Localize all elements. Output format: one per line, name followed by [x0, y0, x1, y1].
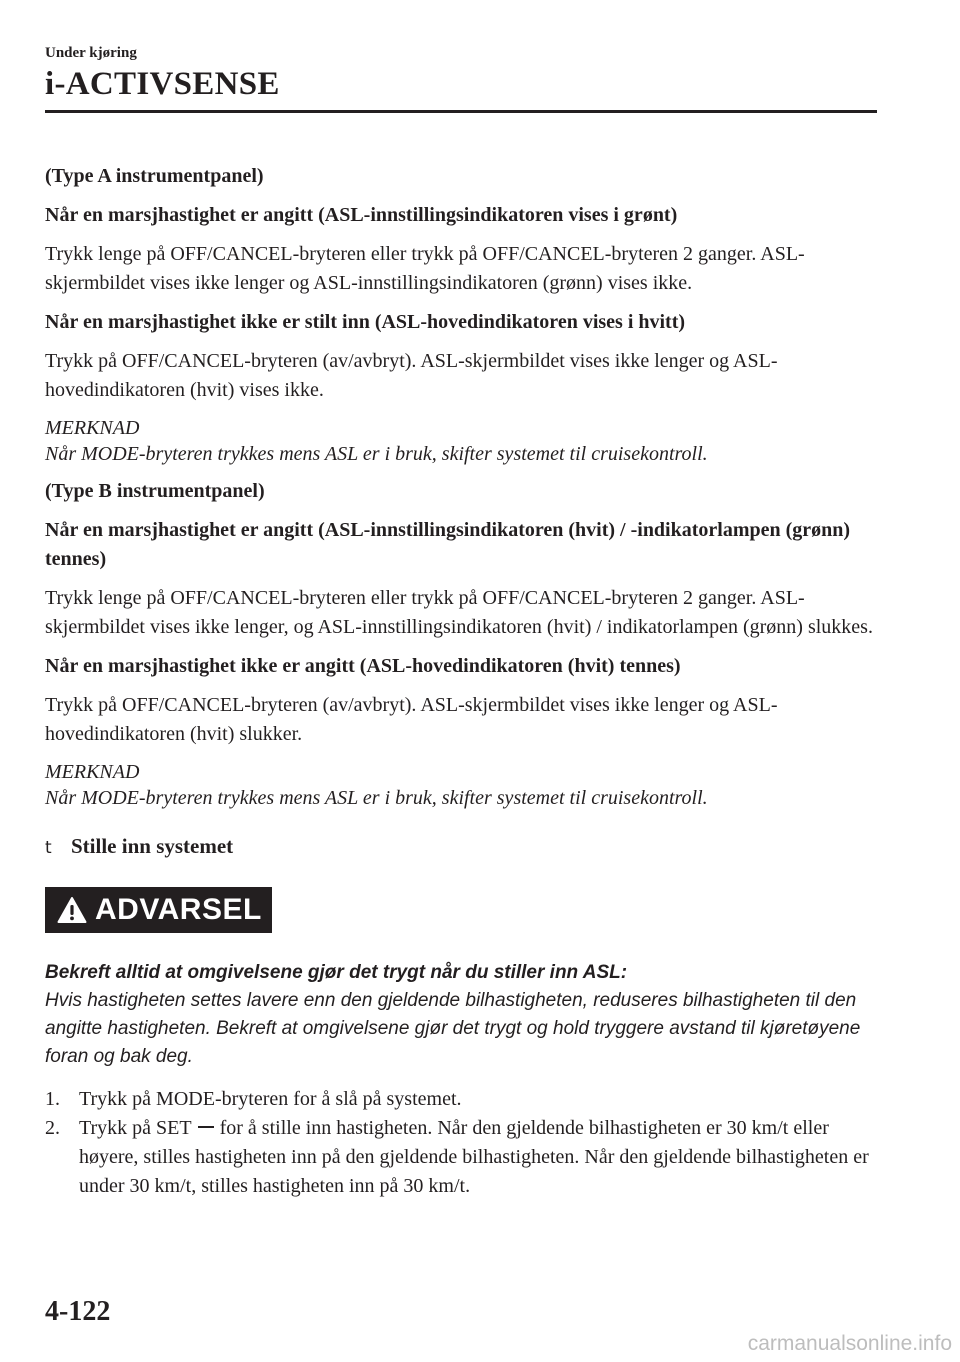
step-text-after: for å stille inn hastigheten. Når den gjeldende bilhastigheten er 30 km/t eller høyere, stilles hastigheten inn på den gjeldende bilhastigheten. Når den gjeldende bilhastigheten er under 30 km/t, stilles hastigheten inn på 30 km/t.	[79, 1117, 869, 1197]
section-bullet: t	[45, 838, 52, 858]
type-a-case1-text: Trykk lenge på OFF/CANCEL-bryteren eller trykk på OFF/CANCEL-bryteren 2 ganger. ASL-skjermbildet vises ikke lenger og ASL-innstillingsindikatoren (grønn) vises ikke.	[45, 243, 805, 294]
minus-icon	[198, 1126, 214, 1128]
note-text: Når MODE-bryteren trykkes mens ASL er i bruk, skifter systemet til cruisekontroll.	[45, 443, 708, 465]
warning-label: ADVARSEL	[95, 893, 262, 926]
section-label: Under kjøring	[45, 45, 137, 61]
type-a-case2-heading: Når en marsjhastighet ikke er stilt inn (ASL-hovedindikatoren vises i hvitt)	[45, 311, 686, 333]
type-a-heading: (Type A instrumentpanel)	[45, 165, 264, 187]
type-b-case1-text: Trykk lenge på OFF/CANCEL-bryteren eller trykk på OFF/CANCEL-bryteren 2 ganger. ASL-skjermbildet vises ikke lenger, og ASL-innstillingsindikatoren (hvit) / indikatorlampen (grønn) slukkes.	[45, 587, 873, 638]
setup-heading-text: Stille inn systemet	[71, 834, 234, 858]
watermark: carmanualsonline.info	[747, 1332, 952, 1355]
list-item	[45, 1085, 885, 1114]
warning-heading: Bekreft alltid at omgivelsene gjør det trygt når du stiller inn ASL:	[45, 962, 628, 983]
page-header	[45, 44, 877, 103]
setup-heading	[45, 831, 885, 863]
warning-badge	[45, 887, 272, 933]
note-title: MERKNAD	[45, 761, 140, 783]
chapter-title: i-ACTIVSENSE	[45, 66, 280, 102]
note-text: Når MODE-bryteren trykkes mens ASL er i bruk, skifter systemet til cruisekontroll.	[45, 787, 708, 809]
step-text	[79, 1114, 885, 1201]
header-divider	[45, 110, 877, 113]
type-b-case2-heading: Når en marsjhastighet ikke er angitt (ASL-hovedindikatoren (hvit) tennes)	[45, 655, 681, 677]
step-number: 2.	[45, 1117, 60, 1139]
step-number: 1.	[45, 1088, 60, 1110]
warning-triangle-icon	[57, 896, 87, 924]
page-content	[45, 162, 885, 1201]
type-b-case1-heading: Når en marsjhastighet er angitt (ASL-innstillingsindikatoren (hvit) / -indikatorlampen (grønn) tennes)	[45, 519, 851, 570]
step-text-before: Trykk på SET	[79, 1117, 192, 1139]
note-title: MERKNAD	[45, 417, 140, 439]
type-a-case2-text: Trykk på OFF/CANCEL-bryteren (av/avbryt). ASL-skjermbildet vises ikke lenger og ASL-hovedindikatoren (hvit) vises ikke.	[45, 350, 778, 401]
step-text: Trykk på MODE-bryteren for å slå på systemet.	[79, 1088, 462, 1110]
type-a-note	[45, 415, 885, 467]
type-a-case1-heading: Når en marsjhastighet er angitt (ASL-innstillingsindikatoren vises i grønt)	[45, 204, 678, 226]
type-b-case2-text: Trykk på OFF/CANCEL-bryteren (av/avbryt). ASL-skjermbildet vises ikke lenger og ASL-hovedindikatoren (hvit) slukker.	[45, 694, 778, 745]
setup-steps	[45, 1085, 885, 1201]
warning-text	[45, 959, 875, 1071]
list-item	[45, 1114, 885, 1201]
page-number: 4-122	[45, 1296, 111, 1327]
type-b-heading: (Type B instrumentpanel)	[45, 480, 265, 502]
type-b-note	[45, 759, 885, 811]
warning-body: Hvis hastigheten settes lavere enn den gjeldende bilhastigheten, reduseres bilhastigheten til den angitte hastigheten. Bekreft at omgivelsene gjør det trygt og hold tryggere avstand til kjøretøyene foran og bak deg.	[45, 990, 861, 1067]
